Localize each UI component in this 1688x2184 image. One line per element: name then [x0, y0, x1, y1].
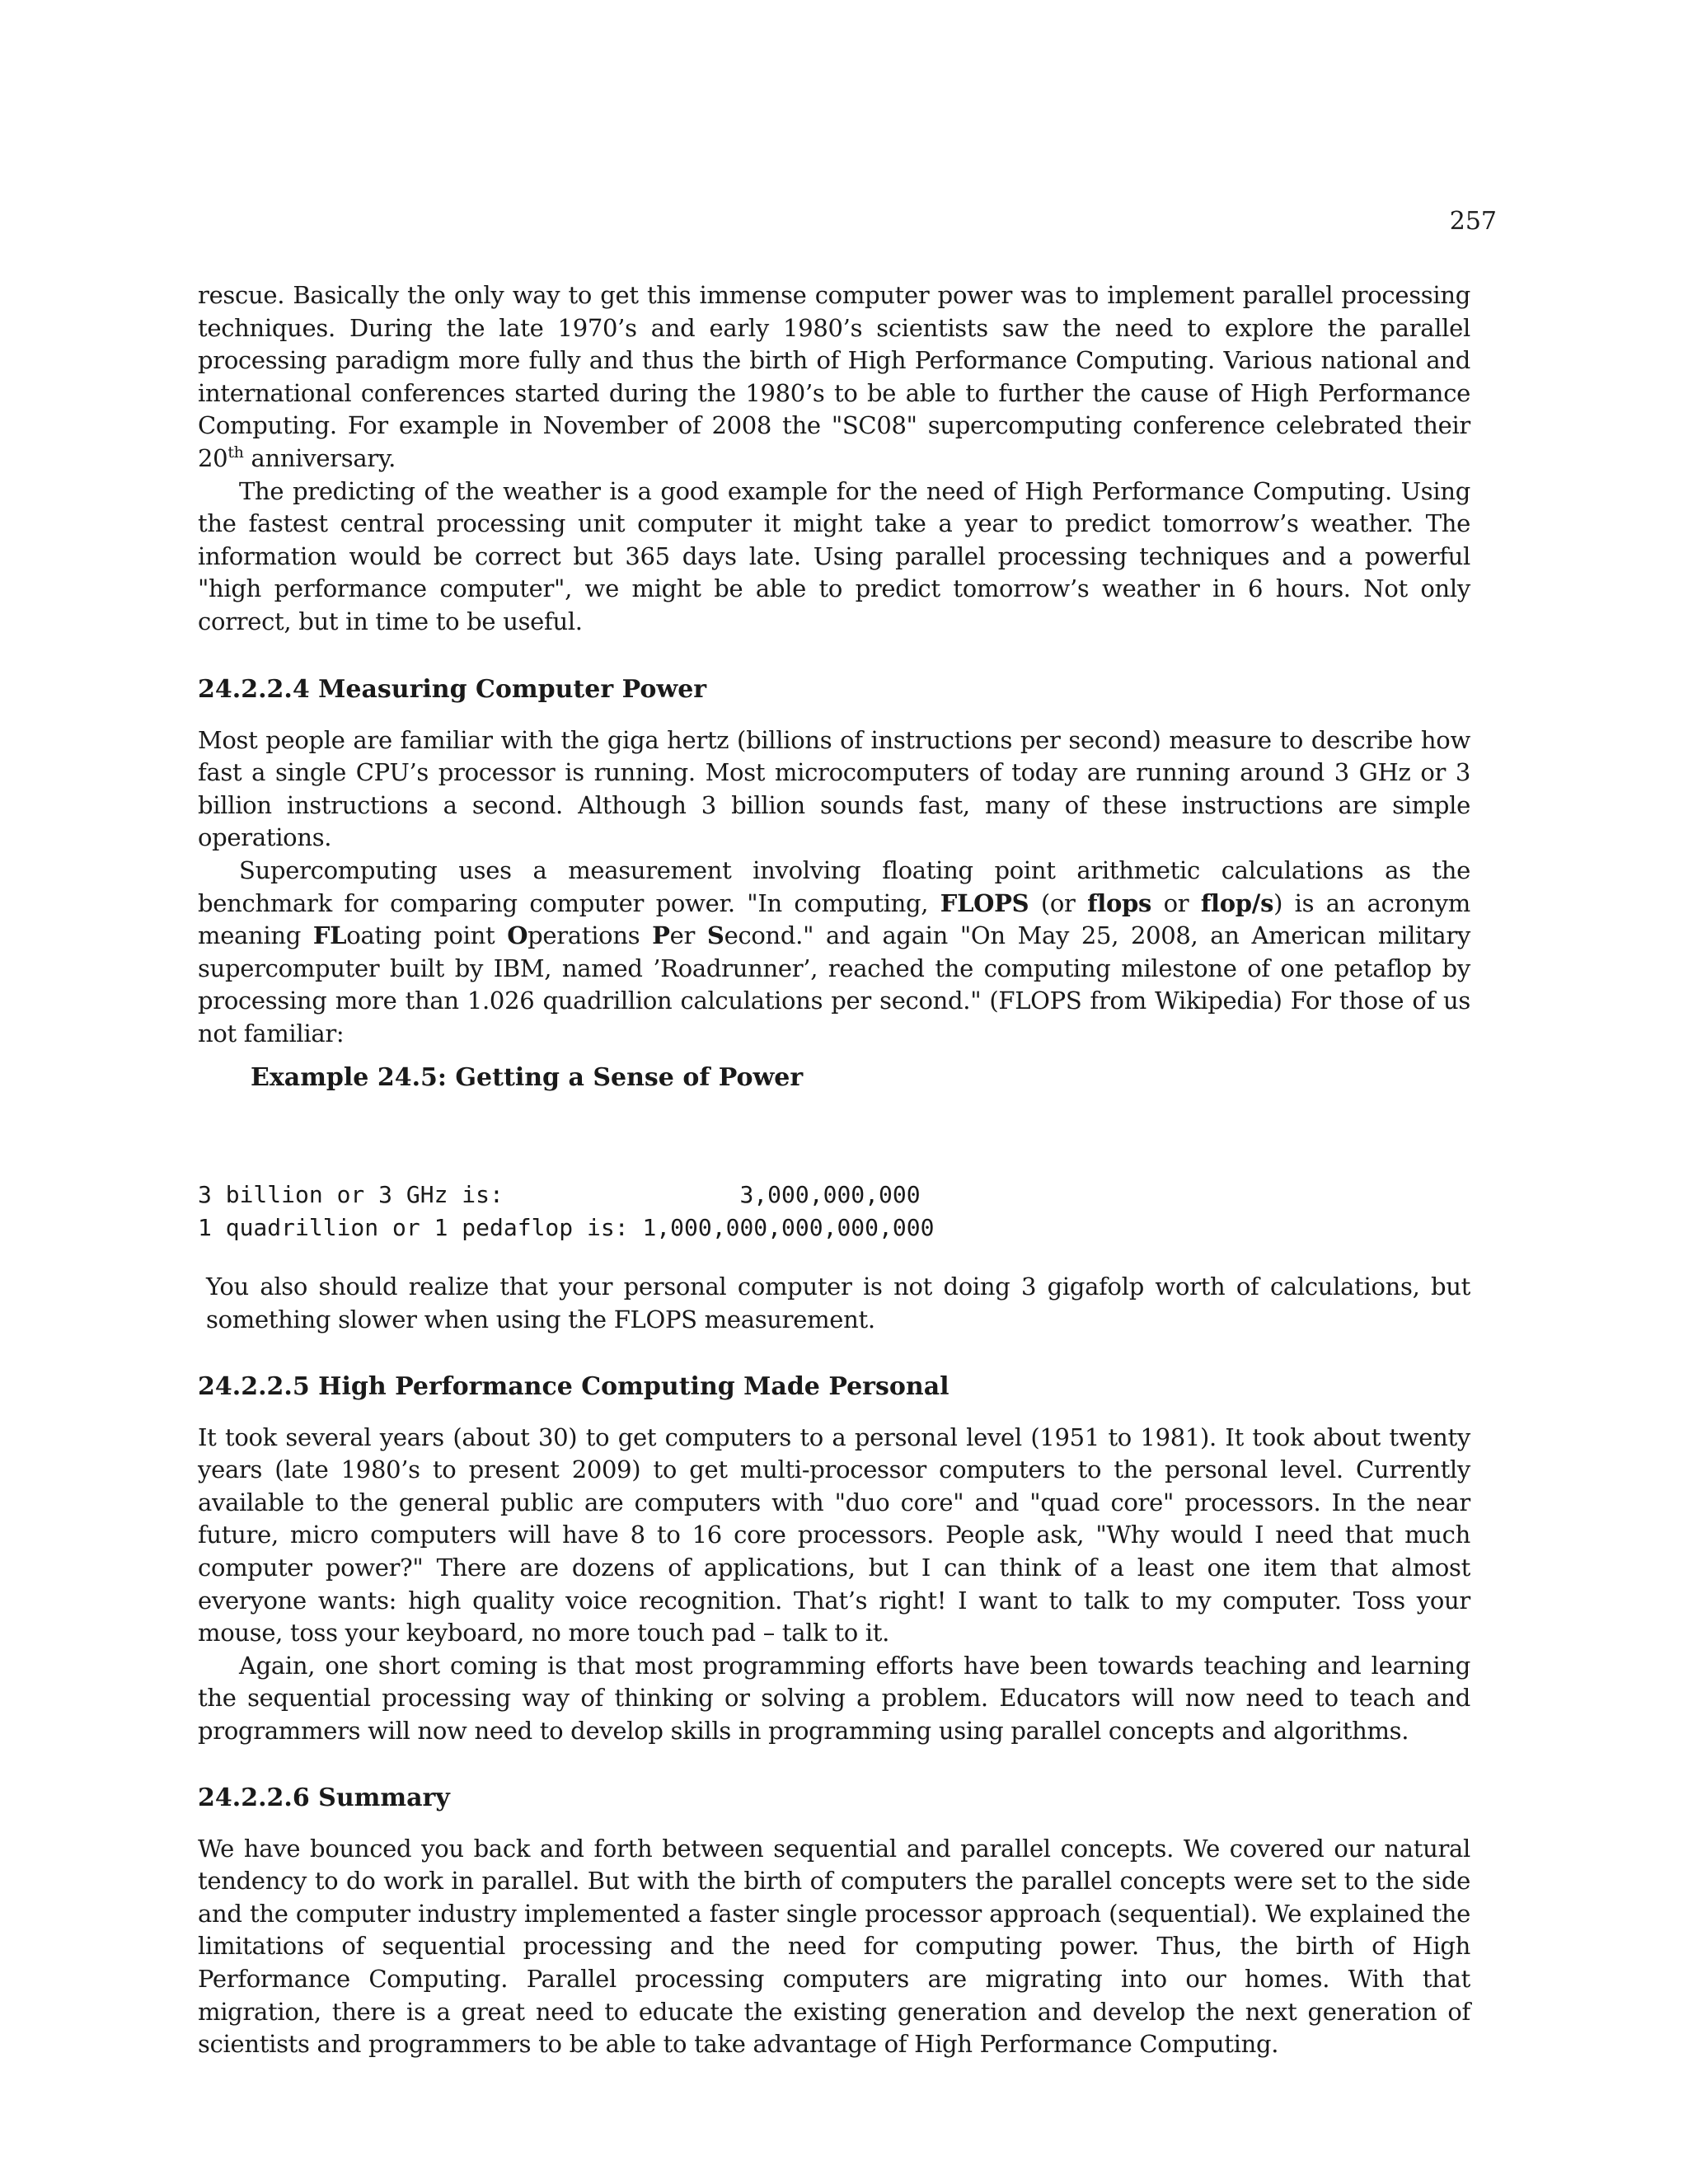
measuring-p2-b: (or: [1029, 888, 1088, 917]
flop-s-term: flop/s: [1200, 888, 1274, 917]
intro-paragraph-1-tail: anniversary.: [243, 443, 396, 472]
measuring-p2-e: oating point: [346, 921, 508, 950]
section-heading-summary: 24.2.2.6 Summary: [198, 1783, 450, 1812]
section-heading-measuring: 24.2.2.4 Measuring Computer Power: [198, 674, 707, 704]
measuring-p2-g: er: [669, 921, 707, 950]
intro-paragraph-1: [198, 279, 1470, 476]
ordinal-superscript: th: [227, 443, 244, 462]
example-title: Example 24.5: Getting a Sense of Power: [251, 1063, 804, 1093]
acronym-s: S: [706, 921, 724, 950]
measuring-paragraph-3: You also should realize that your personal computer is not doing 3 gigafolp worth of calculations, but something slower when using the FLOPS measurement.: [206, 1272, 1470, 1334]
personal-paragraph-1: It took several years (about 30) to get computers to a personal level (1951 to 1981). It took about twenty years (late 1980’s to present 2009) to get multi-processor computers to the personal level. Currently available to the general public are computers with "duo core" and "quad core" processors. In the near future, micro computers will have 8 to 16 core processors. People ask, "Why would I need that much computer power?" There are dozens of applications, but I can think of a least one item that almost everyone wants: high quality voice recognition. That’s right! I want to talk to my computer. Toss your mouse, toss your keyboard, no more touch pad – talk to it.: [198, 1422, 1470, 1647]
code-line: 1 quadrillion or 1 pedaflop is: 1,000,000,000,000,000: [198, 1213, 935, 1241]
page-body: [198, 279, 1470, 2061]
intro-paragraph-1-text: rescue. Basically the only way to get this immense computer power was to implement parallel processing techniques. During the late 1970’s and early 1980’s scientists saw the need to explore the parallel processing paradigm more fully and thus the birth of High Performance Computing. Various national and international conferences started during the 1980’s to be able to further the cause of High Performance Computing. For example in November of 2008 the "SC08" supercomputing conference celebrated their 20: [198, 281, 1470, 472]
intro-paragraph-2: The predicting of the weather is a good example for the need of High Performance Computing. Using the fastest central processing unit computer it might take a year to predict tomorrow’s weather. The information would be correct but 365 days late. Using parallel processing techniques and a powerful "high performance computer", we might be able to predict tomorrow’s weather in 6 hours. Not only correct, but in time to be useful.: [198, 476, 1470, 635]
personal-paragraph-2: Again, one short coming is that most programming efforts have been towards teaching and learning the sequential processing way of thinking or solving a problem. Educators will now need to teach and programmers will now need to develop skills in programming using parallel concepts and algorithms.: [198, 1651, 1470, 1745]
acronym-fl: FL: [312, 921, 347, 950]
measuring-p2-d: ) is an acronym meaning: [198, 888, 1470, 950]
code-line: 3 billion or 3 GHz is: 3,000,000,000: [198, 1181, 921, 1209]
flops-lower-term: flops: [1087, 888, 1152, 917]
acronym-o: O: [507, 921, 528, 950]
summary-paragraph-1: We have bounced you back and forth between sequential and parallel concepts. We covered our natural tendency to do work in parallel. But with the birth of computers the parallel concepts were set to the side and the computer industry implemented a faster single processor approach (sequential). We explained the limitations of sequential processing and the need for computing power. Thus, the birth of High Performance Computing. Parallel processing computers are migrating into our homes. With that migration, there is a great need to educate the existing generation and develop the next generation of scientists and programmers to be able to take advantage of High Performance Computing.: [198, 1834, 1470, 2059]
example-code-block: [198, 1179, 1470, 1244]
measuring-p2-f: perations: [528, 921, 653, 950]
measuring-paragraph-2: [198, 855, 1470, 1051]
page-number: 257: [1449, 207, 1497, 236]
acronym-p: P: [652, 921, 670, 950]
measuring-p2-h: econd." and again "On May 25, 2008, an American military supercomputer built by IBM, named ’Roadrunner’, reached the computing milestone of one petaflop by processing more than 1.026 quadrillion calculations per second." (FLOPS from Wikipedia) For those of us not familiar:: [198, 921, 1471, 1047]
measuring-p2-a: Supercomputing uses a measurement involving floating point arithmetic calculations as the benchmark for comparing computer power. "In computing,: [198, 855, 1470, 917]
measuring-p2-c: or: [1151, 888, 1201, 917]
measuring-paragraph-1: Most people are familiar with the giga hertz (billions of instructions per second) measure to describe how fast a single CPU’s processor is running. Most microcomputers of today are running around 3 GHz or 3 billion instructions a second. Although 3 billion sounds fast, many of these instructions are simple operations.: [198, 725, 1470, 852]
section-heading-personal: 24.2.2.5 High Performance Computing Made Personal: [198, 1371, 950, 1401]
flops-term: FLOPS: [940, 888, 1029, 917]
